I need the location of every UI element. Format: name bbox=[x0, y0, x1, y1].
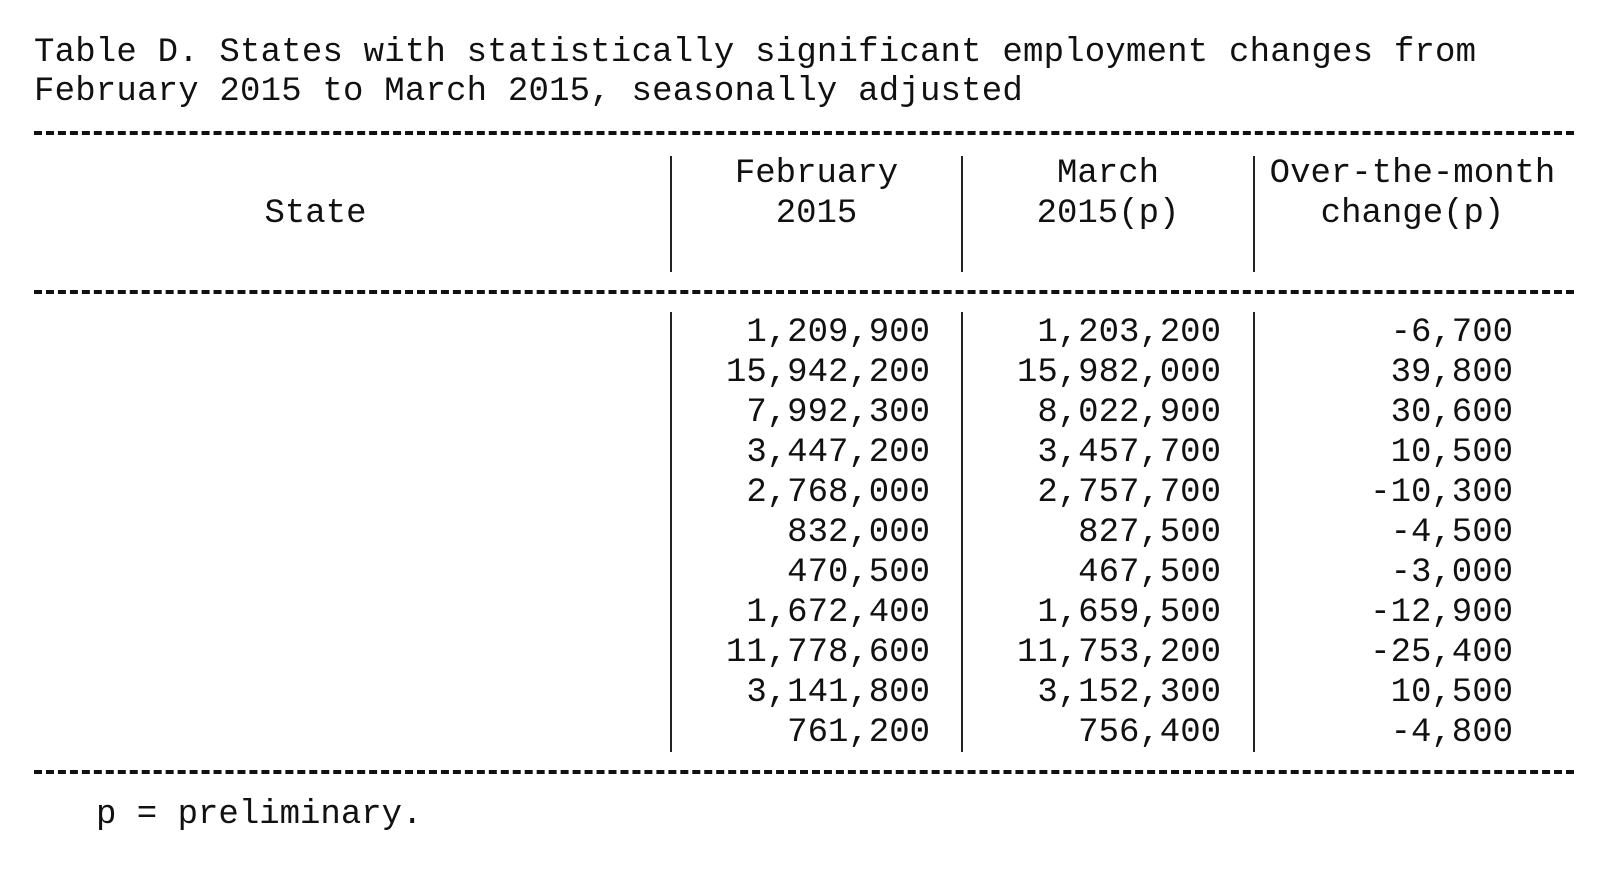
february-cell: 761,200 bbox=[787, 714, 930, 752]
header-separator-3 bbox=[1253, 156, 1255, 272]
march-cell: 8,022,900 bbox=[1037, 394, 1221, 432]
change-cell: -3,000 bbox=[1390, 554, 1513, 592]
march-cell: 15,982,000 bbox=[1016, 354, 1221, 392]
table-row bbox=[0, 633, 1600, 673]
february-cell: 3,141,800 bbox=[746, 674, 930, 712]
march-cell: 756,400 bbox=[1078, 714, 1221, 752]
march-cell: 1,203,200 bbox=[1037, 314, 1221, 352]
table-row bbox=[0, 513, 1600, 553]
change-cell: -10,300 bbox=[1370, 474, 1513, 512]
march-cell: 3,152,300 bbox=[1037, 674, 1221, 712]
change-cell: 39,800 bbox=[1390, 354, 1513, 392]
february-cell: 2,768,000 bbox=[746, 474, 930, 512]
march-cell: 11,753,200 bbox=[1016, 634, 1221, 672]
header-change-line2: change(p) bbox=[1320, 195, 1505, 233]
table-row bbox=[0, 313, 1600, 353]
march-cell: 1,659,500 bbox=[1037, 594, 1221, 632]
table-row bbox=[0, 593, 1600, 633]
change-cell: 30,600 bbox=[1390, 394, 1513, 432]
header-change-line1: Over-the-month bbox=[1269, 155, 1556, 193]
header-february bbox=[672, 154, 961, 234]
header-february-line2: 2015 bbox=[775, 195, 858, 233]
change-cell: -12,900 bbox=[1370, 594, 1513, 632]
february-cell: 470,500 bbox=[787, 554, 930, 592]
march-cell: 827,500 bbox=[1078, 514, 1221, 552]
header-march-line1: March bbox=[1056, 155, 1160, 193]
march-cell: 2,757,700 bbox=[1037, 474, 1221, 512]
table-row bbox=[0, 673, 1600, 713]
header-state bbox=[34, 194, 597, 234]
header-state-label: State bbox=[264, 195, 367, 233]
february-cell: 15,942,200 bbox=[725, 354, 930, 392]
february-cell: 832,000 bbox=[787, 514, 930, 552]
table-title: Table D. States with statistically significant employment changes from February 2015 to March 2015, seasonally adjusted bbox=[34, 34, 1497, 111]
header-february-line1: February bbox=[734, 155, 899, 193]
change-cell: 10,500 bbox=[1390, 434, 1513, 472]
february-cell: 7,992,300 bbox=[746, 394, 930, 432]
change-cell: -4,500 bbox=[1390, 514, 1513, 552]
change-cell: 10,500 bbox=[1390, 674, 1513, 712]
header-change bbox=[1255, 154, 1570, 234]
header-march bbox=[963, 154, 1253, 234]
february-cell: 1,209,900 bbox=[746, 314, 930, 352]
change-cell: -6,700 bbox=[1390, 314, 1513, 352]
february-cell: 11,778,600 bbox=[725, 634, 930, 672]
table-row bbox=[0, 713, 1600, 753]
table-row bbox=[0, 553, 1600, 593]
bottom-dashed-rule bbox=[34, 770, 1574, 774]
header-dashed-rule bbox=[34, 290, 1574, 294]
footnote: p = preliminary. bbox=[96, 796, 423, 834]
table-row bbox=[0, 473, 1600, 513]
march-cell: 3,457,700 bbox=[1037, 434, 1221, 472]
february-cell: 3,447,200 bbox=[746, 434, 930, 472]
table-body bbox=[0, 313, 1600, 753]
top-dashed-rule bbox=[34, 131, 1574, 135]
march-cell: 467,500 bbox=[1078, 554, 1221, 592]
change-cell: -4,800 bbox=[1390, 714, 1513, 752]
table-row bbox=[0, 393, 1600, 433]
header-march-line2: 2015(p) bbox=[1036, 195, 1180, 233]
table-row bbox=[0, 433, 1600, 473]
header-separator-1 bbox=[670, 156, 672, 272]
table-row bbox=[0, 353, 1600, 393]
february-cell: 1,672,400 bbox=[746, 594, 930, 632]
change-cell: -25,400 bbox=[1370, 634, 1513, 672]
header-separator-2 bbox=[961, 156, 963, 272]
